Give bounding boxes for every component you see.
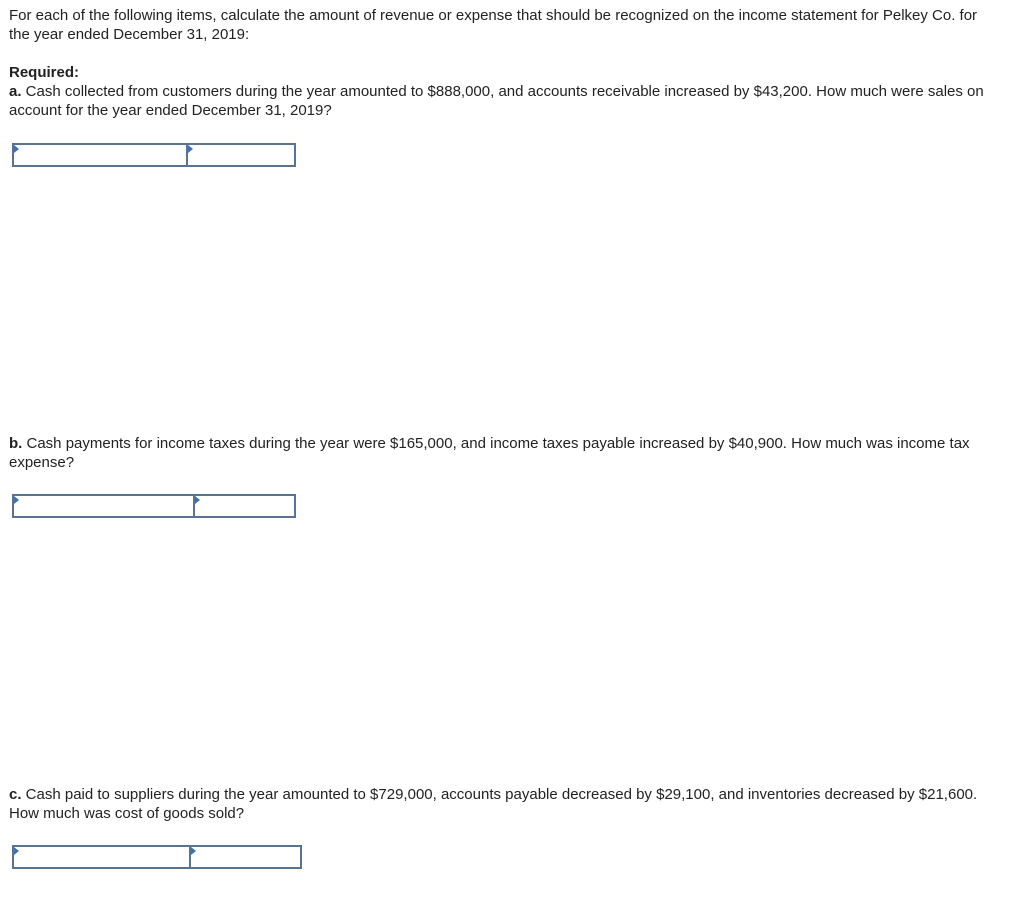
input-marker-icon [14,496,19,504]
input-marker-icon [188,145,193,153]
input-marker-icon [14,145,19,153]
answer-a-label-input[interactable] [14,145,186,165]
answer-c-label-cell[interactable] [14,847,191,867]
answer-row-b [12,494,296,518]
answer-a-amount-cell[interactable] [188,145,294,165]
question-c-letter: c. [9,786,22,803]
input-marker-icon [14,847,19,855]
answer-b-amount-cell[interactable] [195,496,294,516]
question-a-letter: a. [9,83,22,100]
question-c [9,785,999,823]
answer-a-label-cell[interactable] [14,145,188,165]
question-b-text: Cash payments for income taxes during the year were $165,000, and income taxes payable increased by $40,900. How much was income tax expense? [9,435,970,471]
question-a [9,82,999,120]
question-a-text: Cash collected from customers during the year amounted to $888,000, and accounts receivable increased by $43,200. How much were sales on account for the year ended December 31, 2019? [9,83,984,119]
answer-b-label-cell[interactable] [14,496,195,516]
answer-c-amount-cell[interactable] [191,847,300,867]
answer-row-a [12,143,296,167]
answer-a-amount-input[interactable] [188,145,294,165]
question-c-text: Cash paid to suppliers during the year amounted to $729,000, accounts payable decreased by $29,100, and inventories decreased by $21,600. How much was cost of goods sold? [9,786,978,822]
answer-c-amount-input[interactable] [191,847,300,867]
question-b-letter: b. [9,435,23,452]
question-b [9,434,999,472]
answer-c-label-input[interactable] [14,847,189,867]
answer-b-label-input[interactable] [14,496,193,516]
answer-row-c [12,845,302,869]
answer-b-amount-input[interactable] [195,496,294,516]
input-marker-icon [191,847,196,855]
instructions-text: For each of the following items, calculate the amount of revenue or expense that should be recognized on the income statement for Pelkey Co. for the year ended December 31, 2019: [9,7,978,43]
input-marker-icon [195,496,200,504]
required-heading: Required: [9,64,80,81]
